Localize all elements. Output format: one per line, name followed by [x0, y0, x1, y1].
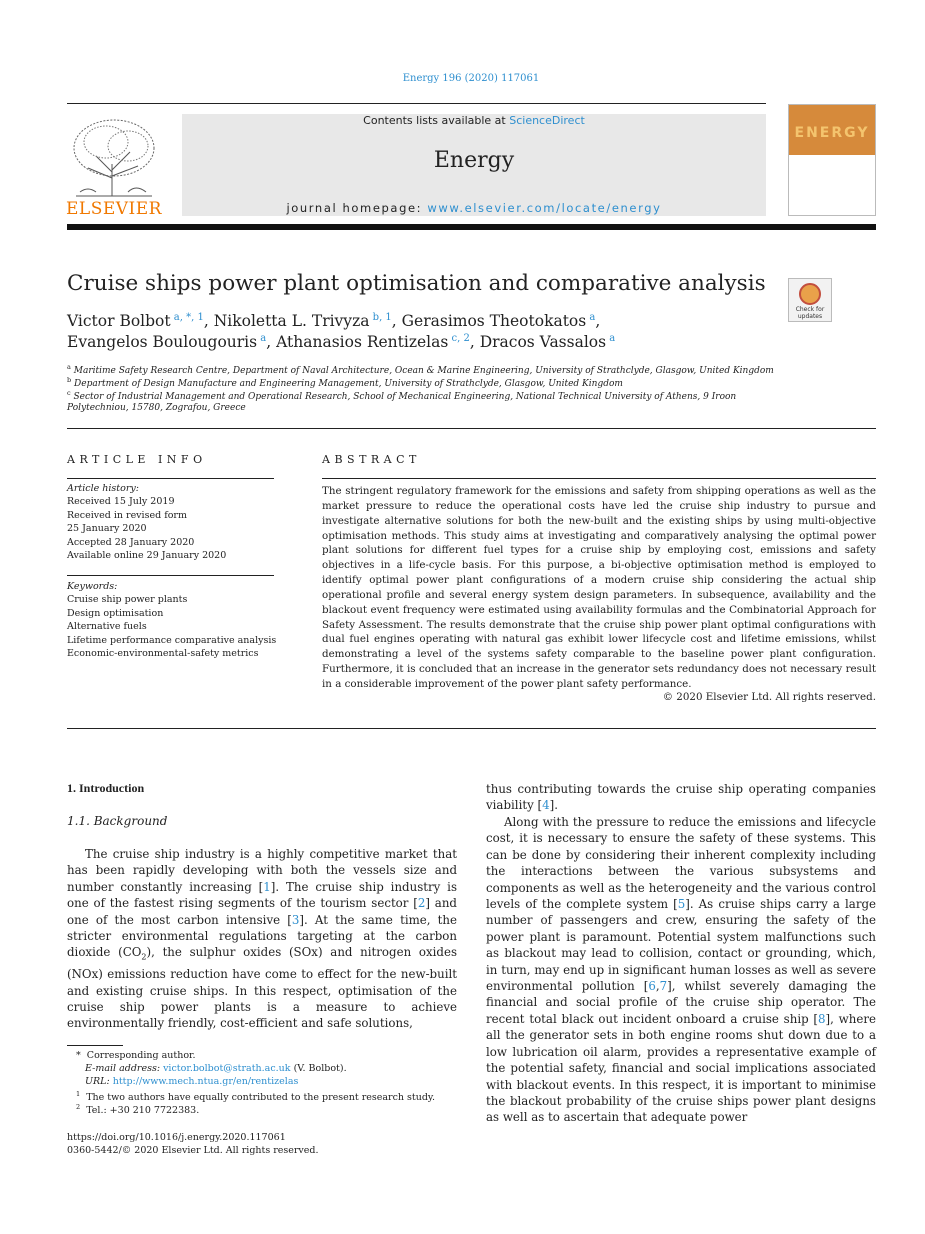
- reference-link[interactable]: 6: [648, 979, 656, 994]
- paragraph-text: ,: [655, 979, 660, 994]
- paragraph-text: ], where all the generator sets in both engine rooms shut down due to a low lubrication oil alarm, provides a representative example of the potential safety, financial and social implications associated with blackout events. In this respect, it is important to minimise the blackout probability of the cruise ships power plant designs as well as to ascertain that adequate power: [486, 1011, 876, 1125]
- keyword-item: Lifetime performance comparative analysis: [67, 634, 277, 646]
- email-link[interactable]: victor.bolbot@strath.ac.uk: [163, 1063, 291, 1074]
- paragraph-text: ].: [549, 798, 558, 813]
- affiliation-b-mark: b: [67, 376, 72, 384]
- affiliation-a-text: Maritime Safety Research Centre, Department of Naval Architecture, Ocean & Marine Engineering, University of Strathclyde, Glasgow, United Kingdom: [73, 366, 774, 376]
- article-history-label: Article history:: [67, 483, 139, 494]
- author-affiliation-marks[interactable]: a: [606, 333, 616, 344]
- history-revised-date: 25 January 2020: [67, 523, 147, 535]
- footnote-corresponding: * Corresponding author.: [76, 1050, 196, 1061]
- author-name: Gerasimos Theotokatos: [401, 312, 587, 331]
- footnote-email: [85, 1063, 347, 1074]
- article-history: [67, 482, 277, 562]
- issn-line: 0360-5442/© 2020 Elsevier Ltd. All rights reserved.: [67, 1145, 319, 1156]
- article-info-heading: ARTICLE INFO: [67, 453, 207, 466]
- corresponding-text: Corresponding author.: [86, 1050, 196, 1061]
- reference-link[interactable]: 1: [263, 879, 271, 894]
- title-block-rule: [67, 428, 876, 429]
- author-affiliation-marks[interactable]: a: [257, 333, 267, 344]
- affiliation-c-text-2: Polytechniou, 15780, Zografou, Greece: [67, 403, 246, 413]
- author-name: Athanasios Rentizelas: [276, 333, 449, 352]
- intro-paragraph-right-1: [486, 781, 876, 814]
- affiliation-c-mark: c: [67, 389, 71, 397]
- keywords-block: [67, 580, 282, 660]
- email-label: E-mail address:: [85, 1063, 164, 1074]
- paragraph-text: ], whilst severely damaging the financial and social profile of the cruise ship operator. The recent total black out incident onboard a cruise ship [: [486, 979, 877, 1026]
- sciencedirect-link[interactable]: ScienceDirect: [509, 114, 585, 127]
- author-name: Victor Bolbot: [67, 312, 171, 331]
- keyword-item: Cruise ship power plants: [67, 594, 188, 606]
- header-thick-rule: [67, 224, 876, 230]
- footnote-2: $^2$ Tel.: +30 210 7722383.: [76, 1103, 200, 1117]
- abstract-heading: ABSTRACT: [322, 453, 421, 466]
- author-separator: ,: [595, 312, 601, 331]
- author-name: Evangelos Boulougouris: [67, 333, 258, 352]
- reference-link[interactable]: 7: [659, 979, 668, 994]
- author-separator: ,: [391, 312, 402, 331]
- contents-prefix: Contents lists available at: [363, 114, 510, 127]
- url-link[interactable]: http://www.mech.ntua.gr/en/rentizelas: [112, 1076, 299, 1087]
- homepage-link[interactable]: www.elsevier.com/locate/energy: [427, 201, 662, 215]
- paragraph-text: ), the sulphur oxides (SOx) and nitrogen oxides (NOx) emissions reduction have come to effect for the new-built and existing cruise ships. In this respect, optimisation of the cruise ship power plants is a measure to achieve environmentally friendly, cost-efficient and safe solutions,: [67, 945, 457, 1031]
- keyword-item: Design optimisation: [67, 607, 164, 619]
- affiliation-c-text: Sector of Industrial Management and Operational Research, School of Mechanical Engineering, National Technical University of Athens, 9 Iroon: [73, 392, 737, 402]
- author-separator: ,: [266, 333, 277, 352]
- affiliation-a: [67, 363, 774, 376]
- journal-homepage: [182, 201, 766, 215]
- footnote-2-text: Tel.: +30 210 7722383.: [86, 1105, 200, 1117]
- keywords-label: Keywords:: [67, 581, 118, 592]
- author-affiliation-marks[interactable]: b, 1: [369, 312, 392, 323]
- article-info-rule: [67, 478, 274, 479]
- journal-title: Energy: [433, 148, 515, 173]
- history-online: Available online 29 January 2020: [67, 550, 227, 562]
- reference-link[interactable]: 8: [818, 1011, 826, 1026]
- contents-line: [182, 114, 766, 127]
- keyword-item: Economic-environmental-safety metrics: [67, 648, 259, 660]
- footnote-url: [85, 1076, 298, 1087]
- affiliation-b-text: Department of Design Manufacture and Engineering Management, University of Strathclyde, Glasgow, United Kingdom: [74, 379, 623, 389]
- author-affiliation-marks[interactable]: c, 2: [448, 333, 470, 344]
- author-affiliation-marks[interactable]: a: [586, 312, 596, 323]
- author-name: Dracos Vassalos: [479, 333, 607, 352]
- abstract-bottom-rule: [67, 728, 876, 729]
- reference-link[interactable]: 4: [542, 798, 550, 813]
- header-rule: [67, 103, 766, 104]
- article-title: Cruise ships power plant optimisation and comparative analysis: [67, 271, 766, 296]
- section-heading: 1. Introduction: [67, 781, 145, 795]
- author-separator: ,: [203, 312, 214, 331]
- crossmark-icon: [799, 283, 821, 305]
- url-label: URL:: [85, 1076, 113, 1087]
- email-suffix: (V. Bolbot).: [290, 1063, 347, 1074]
- journal-citation[interactable]: Energy 196 (2020) 117061: [402, 73, 540, 84]
- homepage-prefix: journal homepage:: [286, 201, 428, 215]
- author-separator: ,: [469, 333, 480, 352]
- intro-paragraph-left: [67, 846, 457, 1032]
- keyword-item: Alternative fuels: [67, 621, 147, 633]
- history-received: Received 15 July 2019: [67, 496, 175, 508]
- paragraph-text: The cruise ship industry is a highly competitive market that has been rapidly developing with both the vessels size and number constantly increasing [: [67, 847, 457, 894]
- cover-word: ENERGY: [794, 125, 870, 141]
- subscript: 2: [141, 952, 147, 962]
- reference-link[interactable]: 3: [291, 912, 300, 927]
- journal-cover-thumbnail[interactable]: [788, 104, 876, 216]
- authors-line-2: [67, 333, 615, 351]
- abstract-rule: [322, 478, 876, 479]
- paragraph-text: ]. As cruise ships carry a large number of passengers and crew, ensuring the safety of the power plant is paramount. Potential system malfunctions such as blackout may lead to collision, contact or grounding, which, in turn, may end up in significant human losses as well as severe environmental pollution [: [486, 897, 876, 994]
- affiliation-c-continued: [67, 403, 246, 413]
- author-affiliation-marks[interactable]: a, *, 1: [170, 312, 204, 323]
- footnote-rule: [67, 1045, 123, 1046]
- paragraph-text: thus contributing towards the cruise ship operating companies viability [: [486, 782, 876, 813]
- intro-paragraph-right-2: [486, 814, 876, 1126]
- doi-link[interactable]: https://doi.org/10.1016/j.energy.2020.117061: [67, 1132, 286, 1143]
- author-name: Nikoletta L. Trivyza: [213, 312, 370, 331]
- paragraph-text: ]. The cruise ship industry is one of the fastest rising segments of the tourism sector [: [67, 879, 457, 911]
- paragraph-text: ]. At the same time, the stricter environmental regulations targeting at the carbon dioxide (CO: [67, 912, 457, 960]
- affiliation-b: [67, 376, 623, 389]
- history-accepted: Accepted 28 January 2020: [67, 536, 195, 548]
- abstract-copyright: © 2020 Elsevier Ltd. All rights reserved.: [662, 691, 876, 703]
- reference-link[interactable]: 2: [417, 896, 426, 911]
- footnote-1-text: The two authors have equally contributed to the present research study.: [86, 1092, 436, 1104]
- affiliation-a-mark: a: [67, 363, 71, 371]
- crossmark-label: Check for updates: [795, 306, 825, 320]
- paragraph-text: Along with the pressure to reduce the emissions and lifecycle cost, it is necessary to ensure the safety of these systems. This can be done by considering their inherent complexity including the interactions between the various subsystems and components as well as the heterogeneity and the various control levels of the complete system [: [486, 815, 876, 912]
- affiliation-c: [67, 389, 736, 402]
- keywords-rule: [67, 575, 274, 576]
- reference-link[interactable]: 5: [677, 897, 686, 912]
- subsection-heading: 1.1. Background: [67, 814, 168, 828]
- abstract-text: The stringent regulatory framework for the emissions and safety from shipping operations as well as the market pressure to reduce the operational costs have led the cruise ship industry to pursue and investigate alternative solutions for both the new-built and the existing ships by using multi-objective optimisation methods. This study aims at investigating and comparatively analysing the optimal power plant solutions for different fuel types for a cruise ship by employing cost, emissions and safety objectives in a life-cycle basis. For this purpose, a bi-objective optimisation method is employed to identify optimal power plant configurations of a modern cruise ship considering the actual ship operational profile and several energy system design parameters. In subsequence, availability and the blackout event frequency were estimated using availability formulas and the Combinatorial Approach for Safety Assessment. The results demonstrate that the cruise ship power plant optimal configurations with dual fuel engines operating with natural gas exhibit lower lifecycle cost and lifetime emissions, whilst demonstrating a level of the systems safety comparable to the baseline power plant configuration. Furthermore, it is concluded that an increase in the generator sets redundancy does not necessary result in a considerable improvement of the power plant safety performance.: [322, 485, 876, 690]
- history-revised: Received in revised form: [67, 509, 187, 521]
- elsevier-wordmark: ELSEVIER: [66, 199, 162, 219]
- authors-line-1: [67, 312, 600, 330]
- check-for-updates-badge[interactable]: [788, 278, 832, 322]
- paragraph-text: ] and one of the most carbon intensive [: [67, 896, 457, 927]
- footnote-1: $^1$ The two authors have equally contributed to the present research study.: [76, 1090, 436, 1104]
